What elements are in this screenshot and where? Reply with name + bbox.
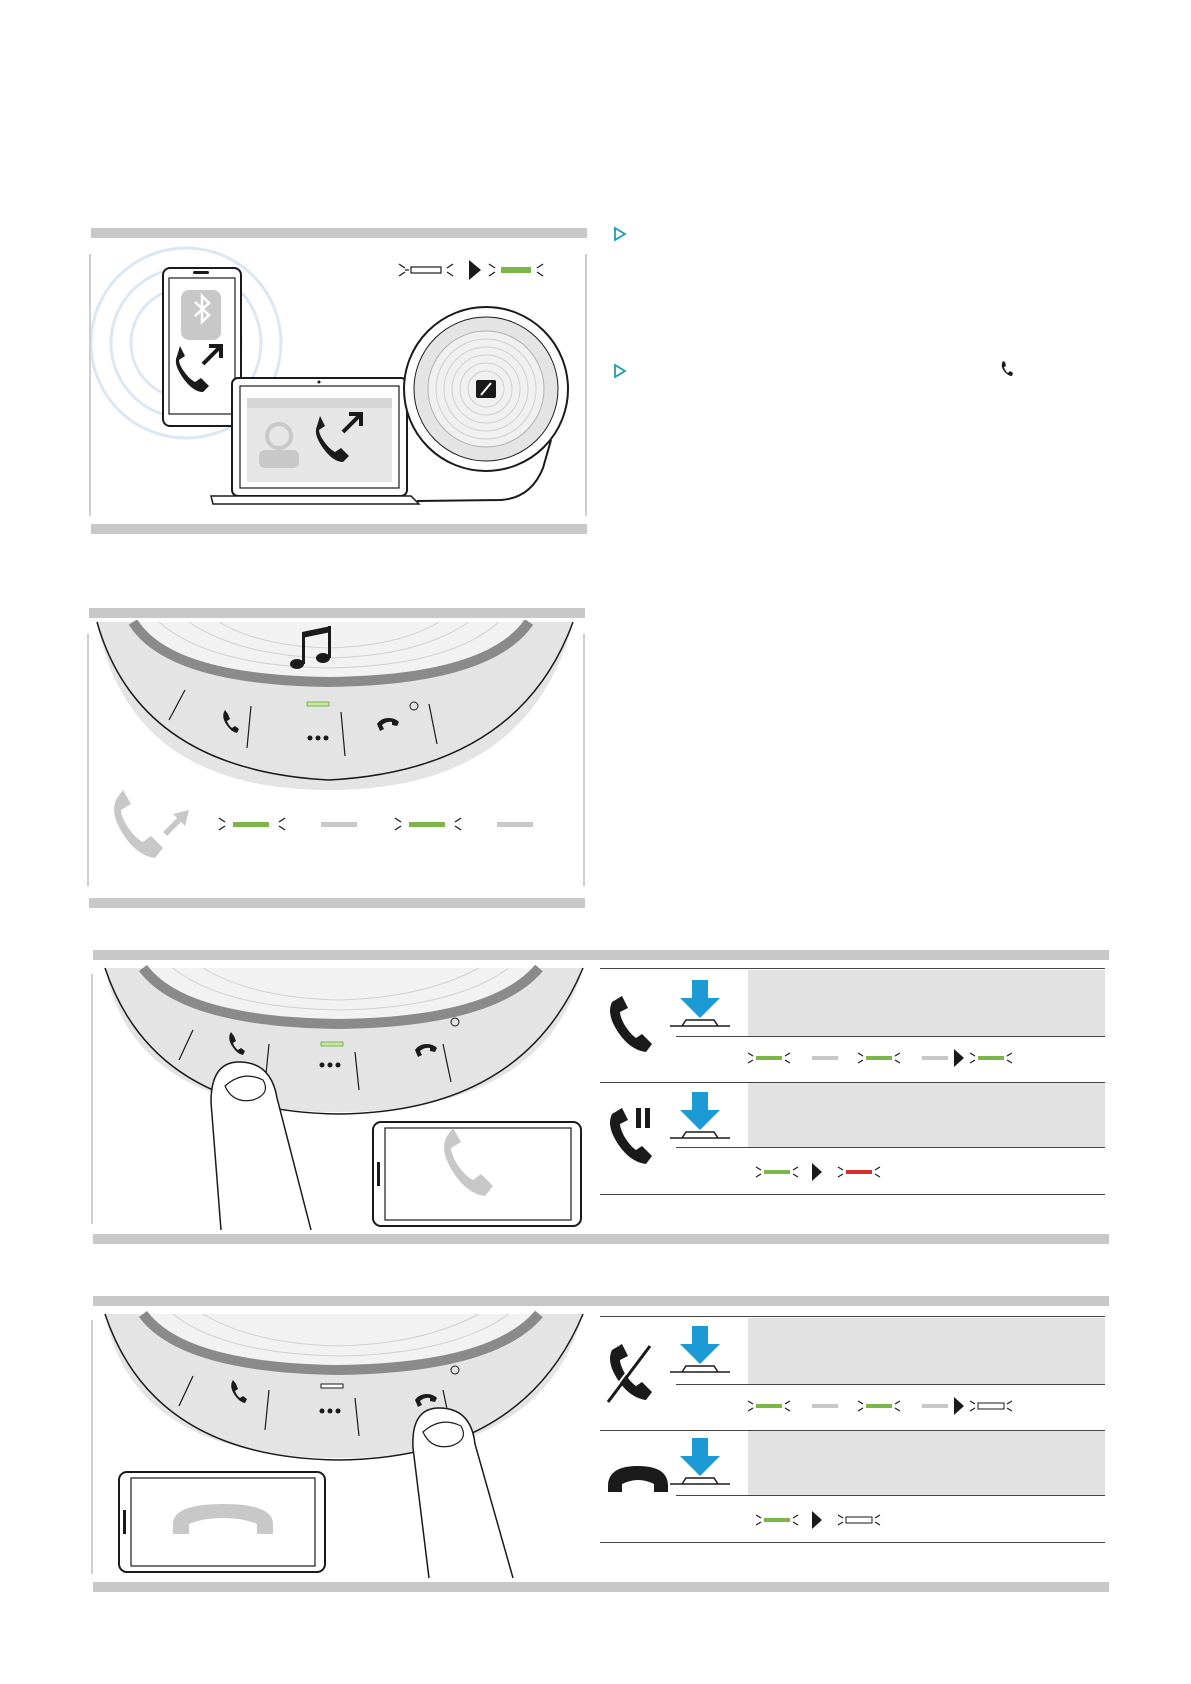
phone-strikethrough-icon [606,1344,652,1402]
section1-bottom-band [91,524,587,534]
press-button-arrow-icon [670,1326,730,1372]
press-button-arrow-icon [670,1092,730,1138]
section2-right-border [583,634,585,886]
phone-hangup-icon [608,1466,668,1492]
section4-bottom-band [93,1582,1109,1592]
section2-bottom-band [89,898,585,908]
connect-illustration [91,240,585,522]
connect-led-sequence [399,260,543,280]
hold-led-sequence [756,1163,880,1181]
end-led-sequence [756,1511,880,1529]
incoming-call-illustration [89,620,583,896]
incoming-call-icon [114,790,189,858]
smartphone-icon [119,1472,325,1572]
end-table-graphics [600,1316,1105,1546]
answer-table-graphics [600,968,1105,1198]
end-call-illustration [93,1308,593,1580]
section4-top-band [93,1296,1109,1306]
press-button-arrow-icon [670,980,730,1026]
section2-top-band [89,608,585,618]
section3-top-band [93,950,1109,960]
laptop-icon [211,378,419,504]
bullet-icon [613,363,627,379]
finger-icon [413,1408,513,1578]
smartphone-icon [373,1122,581,1226]
section1-right-border [585,254,587,516]
phone-handset-icon [1000,359,1014,377]
smartphone-icon [163,268,241,426]
reject-led-sequence [748,1397,1012,1415]
speakerphone-icon [404,307,568,471]
answer-call-illustration [93,962,593,1232]
incoming-led-sequence [219,818,533,830]
bullet-icon [613,226,627,242]
section1-top-band [91,228,587,238]
press-button-arrow-icon [670,1438,730,1484]
section3-bottom-band [93,1234,1109,1244]
phone-handset-icon [610,996,652,1052]
phone-hold-icon [610,1108,652,1164]
accept-led-sequence [748,1049,1012,1067]
